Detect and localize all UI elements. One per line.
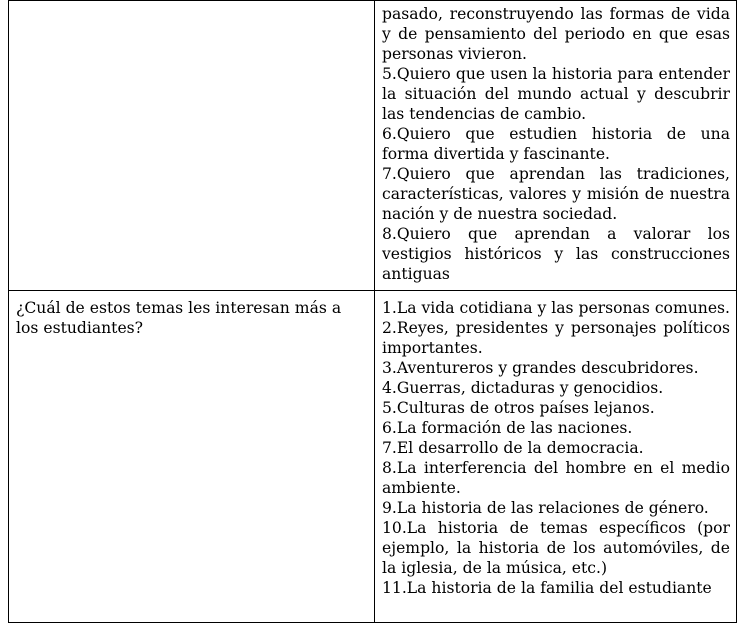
table-row: [9, 291, 737, 623]
answers-cell: [375, 291, 737, 623]
answer-item: 1.La vida cotidiana y las personas comunes.: [382, 299, 731, 317]
answer-item: 2.Reyes, presidentes y personajes políticos importantes.: [382, 319, 730, 357]
answer-item: 9.La historia de las relaciones de género.: [382, 499, 709, 517]
answer-item: pasado, reconstruyendo las formas de vida y de pensamiento del periodo en que esas personas vivieron.: [382, 5, 730, 63]
table-row: [9, 1, 737, 291]
answer-item: 7.Quiero que aprendan las tradiciones, características, valores y misión de nuestra nación y de nuestra sociedad.: [382, 165, 730, 223]
answer-item: 8.La interferencia del hombre en el medio ambiente.: [382, 459, 730, 497]
answers-cell: [375, 1, 737, 291]
answer-item: 8.Quiero que aprendan a valorar los vestigios históricos y las construcciones antiguas: [382, 225, 730, 283]
answer-item: 7.El desarrollo de la democracia.: [382, 439, 644, 457]
question-cell: ¿Cuál de estos temas les interesan más a los estudiantes?: [9, 291, 375, 623]
answer-item: 5.Culturas de otros países lejanos.: [382, 399, 655, 417]
answer-item: 5.Quiero que usen la historia para entender la situación del mundo actual y descubrir las tendencias de cambio.: [382, 65, 730, 123]
answer-item: 6.La formación de las naciones.: [382, 419, 633, 437]
answer-item: 10.La historia de temas específicos (por ejemplo, la historia de los automóviles, de la iglesia, de la música, etc.): [382, 519, 730, 577]
survey-table: [8, 0, 737, 623]
answer-item: 6.Quiero que estudien historia de una forma divertida y fascinante.: [382, 125, 730, 163]
answer-item: 4.Guerras, dictaduras y genocidios.: [382, 379, 664, 397]
answer-item: 11.La historia de la familia del estudiante: [382, 579, 712, 597]
answer-item: 3.Aventureros y grandes descubridores.: [382, 359, 699, 377]
question-cell: [9, 1, 375, 291]
